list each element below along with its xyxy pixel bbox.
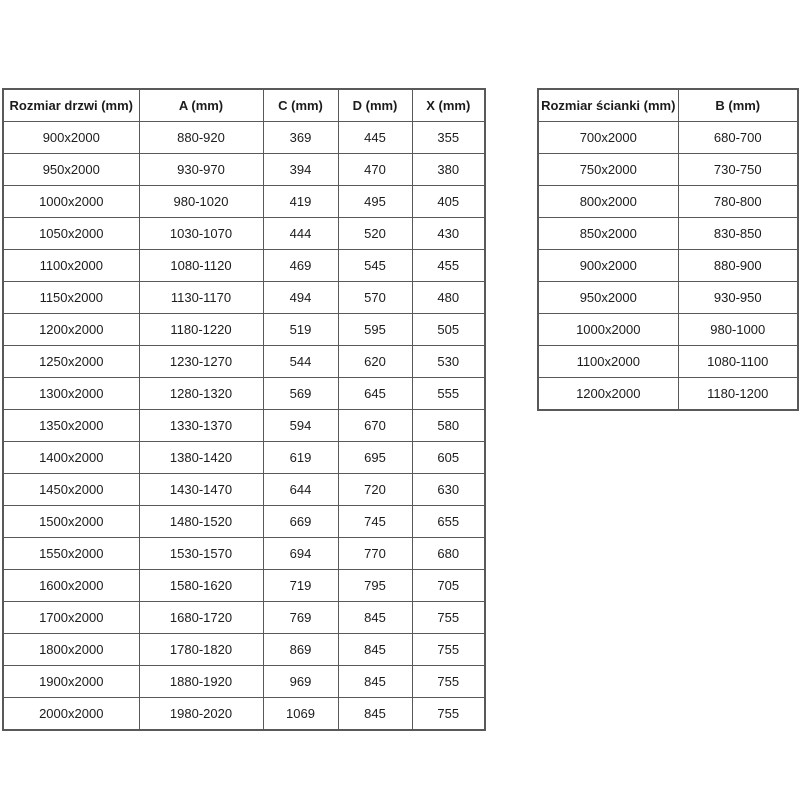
table-cell: 1150x2000: [3, 282, 139, 314]
table-cell: 1180-1220: [139, 314, 263, 346]
table-cell: 1550x2000: [3, 538, 139, 570]
walls-size-table: [537, 88, 799, 411]
table-cell: 520: [338, 218, 412, 250]
table-cell: 644: [263, 474, 338, 506]
table-cell: 2000x2000: [3, 698, 139, 731]
table-cell: 1380-1420: [139, 442, 263, 474]
doors-size-table: [2, 88, 486, 731]
table-cell: 800x2000: [538, 186, 678, 218]
table-cell: 745: [338, 506, 412, 538]
table-cell: 880-900: [678, 250, 798, 282]
table-cell: 930-970: [139, 154, 263, 186]
table-cell: 1069: [263, 698, 338, 731]
table-cell: 494: [263, 282, 338, 314]
table-row: [3, 410, 485, 442]
table-cell: 445: [338, 122, 412, 154]
table-cell: 1900x2000: [3, 666, 139, 698]
table-cell: 1530-1570: [139, 538, 263, 570]
table-cell: 1780-1820: [139, 634, 263, 666]
table-cell: 544: [263, 346, 338, 378]
table-cell: 570: [338, 282, 412, 314]
table-row: [3, 378, 485, 410]
table-cell: 845: [338, 698, 412, 731]
table-row: [538, 378, 798, 411]
table-row: [3, 442, 485, 474]
table-cell: 594: [263, 410, 338, 442]
table-cell: 670: [338, 410, 412, 442]
table-cell: 619: [263, 442, 338, 474]
table-cell: 1450x2000: [3, 474, 139, 506]
table-cell: 1880-1920: [139, 666, 263, 698]
table-cell: 1480-1520: [139, 506, 263, 538]
table-cell: 555: [412, 378, 485, 410]
table-cell: 1600x2000: [3, 570, 139, 602]
table-cell: 1100x2000: [538, 346, 678, 378]
table-cell: 505: [412, 314, 485, 346]
table-cell: 969: [263, 666, 338, 698]
table-cell: 620: [338, 346, 412, 378]
table-row: [3, 698, 485, 731]
table-cell: 655: [412, 506, 485, 538]
header-row: [538, 89, 798, 122]
header-cell: C (mm): [263, 89, 338, 122]
table-cell: 869: [263, 634, 338, 666]
table-cell: 780-800: [678, 186, 798, 218]
table-row: [3, 218, 485, 250]
table-cell: 755: [412, 666, 485, 698]
table-cell: 1230-1270: [139, 346, 263, 378]
table-cell: 680-700: [678, 122, 798, 154]
table-row: [538, 186, 798, 218]
table-row: [3, 634, 485, 666]
table-row: [538, 250, 798, 282]
table-cell: 694: [263, 538, 338, 570]
table-row: [538, 154, 798, 186]
table-cell: 695: [338, 442, 412, 474]
table-cell: 1000x2000: [538, 314, 678, 346]
table-cell: 845: [338, 634, 412, 666]
table-cell: 1980-2020: [139, 698, 263, 731]
table-cell: 1130-1170: [139, 282, 263, 314]
table-cell: 669: [263, 506, 338, 538]
table-cell: 1200x2000: [3, 314, 139, 346]
table-cell: 930-950: [678, 282, 798, 314]
table-row: [3, 506, 485, 538]
table-row: [538, 122, 798, 154]
table-cell: 1180-1200: [678, 378, 798, 411]
table-row: [3, 570, 485, 602]
table-cell: 1700x2000: [3, 602, 139, 634]
table-cell: 595: [338, 314, 412, 346]
table-cell: 1800x2000: [3, 634, 139, 666]
table-cell: 1280-1320: [139, 378, 263, 410]
table-cell: 900x2000: [3, 122, 139, 154]
table-cell: 730-750: [678, 154, 798, 186]
table-cell: 845: [338, 602, 412, 634]
table-row: [3, 186, 485, 218]
table-row: [3, 250, 485, 282]
header-cell: X (mm): [412, 89, 485, 122]
table-cell: 1330-1370: [139, 410, 263, 442]
table-cell: 880-920: [139, 122, 263, 154]
table-cell: 1580-1620: [139, 570, 263, 602]
table-cell: 580: [412, 410, 485, 442]
table-row: [3, 602, 485, 634]
header-cell: A (mm): [139, 89, 263, 122]
table-row: [3, 538, 485, 570]
table-cell: 444: [263, 218, 338, 250]
table-cell: 530: [412, 346, 485, 378]
table-cell: 1000x2000: [3, 186, 139, 218]
table-cell: 545: [338, 250, 412, 282]
table-cell: 405: [412, 186, 485, 218]
table-cell: 980-1000: [678, 314, 798, 346]
table-cell: 605: [412, 442, 485, 474]
table-cell: 394: [263, 154, 338, 186]
table-cell: 430: [412, 218, 485, 250]
header-cell: Rozmiar drzwi (mm): [3, 89, 139, 122]
table-cell: 519: [263, 314, 338, 346]
header-row: [3, 89, 485, 122]
table-cell: 950x2000: [3, 154, 139, 186]
table-cell: 1500x2000: [3, 506, 139, 538]
table-row: [3, 346, 485, 378]
table-cell: 1250x2000: [3, 346, 139, 378]
table-cell: 980-1020: [139, 186, 263, 218]
table-cell: 1350x2000: [3, 410, 139, 442]
table-cell: 719: [263, 570, 338, 602]
table-cell: 369: [263, 122, 338, 154]
table-cell: 770: [338, 538, 412, 570]
table-cell: 569: [263, 378, 338, 410]
table-cell: 495: [338, 186, 412, 218]
table-cell: 355: [412, 122, 485, 154]
table-row: [3, 314, 485, 346]
table-row: [538, 346, 798, 378]
header-cell: D (mm): [338, 89, 412, 122]
table-cell: 1680-1720: [139, 602, 263, 634]
table-cell: 1430-1470: [139, 474, 263, 506]
table-cell: 380: [412, 154, 485, 186]
table-cell: 850x2000: [538, 218, 678, 250]
table-cell: 705: [412, 570, 485, 602]
table-row: [3, 666, 485, 698]
table-cell: 1080-1120: [139, 250, 263, 282]
table-cell: 480: [412, 282, 485, 314]
table-cell: 950x2000: [538, 282, 678, 314]
table-row: [538, 314, 798, 346]
table-cell: 470: [338, 154, 412, 186]
table-cell: 469: [263, 250, 338, 282]
table-cell: 755: [412, 698, 485, 731]
table-row: [538, 282, 798, 314]
table-cell: 755: [412, 602, 485, 634]
table-cell: 769: [263, 602, 338, 634]
table-cell: 645: [338, 378, 412, 410]
table-cell: 1100x2000: [3, 250, 139, 282]
table-cell: 750x2000: [538, 154, 678, 186]
table-row: [3, 154, 485, 186]
table-cell: 419: [263, 186, 338, 218]
table-cell: 755: [412, 634, 485, 666]
table-cell: 795: [338, 570, 412, 602]
table-cell: 700x2000: [538, 122, 678, 154]
header-cell: B (mm): [678, 89, 798, 122]
table-cell: 1400x2000: [3, 442, 139, 474]
table-cell: 900x2000: [538, 250, 678, 282]
table-cell: 1050x2000: [3, 218, 139, 250]
table-row: [3, 474, 485, 506]
table-cell: 1030-1070: [139, 218, 263, 250]
table-row: [3, 122, 485, 154]
table-cell: 630: [412, 474, 485, 506]
table-row: [3, 282, 485, 314]
table-cell: 1200x2000: [538, 378, 678, 411]
header-cell: Rozmiar ścianki (mm): [538, 89, 678, 122]
table-cell: 455: [412, 250, 485, 282]
table-cell: 720: [338, 474, 412, 506]
table-cell: 680: [412, 538, 485, 570]
table-row: [538, 218, 798, 250]
table-cell: 845: [338, 666, 412, 698]
table-cell: 830-850: [678, 218, 798, 250]
table-cell: 1080-1100: [678, 346, 798, 378]
table-cell: 1300x2000: [3, 378, 139, 410]
